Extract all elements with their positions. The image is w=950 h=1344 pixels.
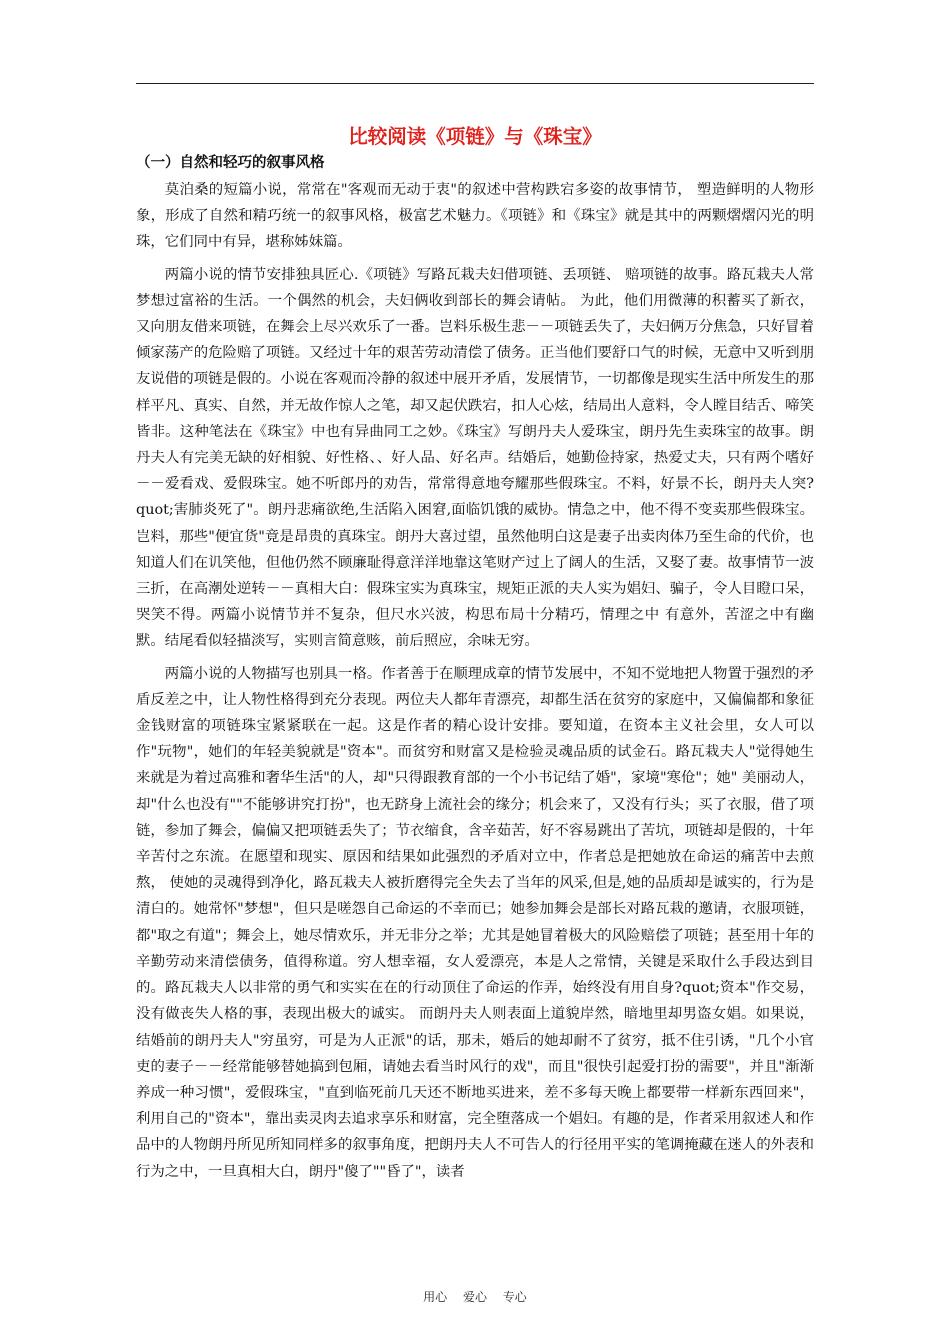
- document-body: [136, 122, 814, 1191]
- paragraph-3: 两篇小说的人物描写也别具一格。作者善于在顺理成章的情节发展中，不知不觉地把人物置于强烈的矛盾反差之中，让人物性格得到充分表现。两位夫人都年青漂亮，却都生活在贫穷的家庭中，又偏偏都和象征金钱财富的项链珠宝紧紧联在一起。这是作者的精心设计安排。要知道，在资本主义社会里，女人可以作"玩物"，她们的年轻美貌就是"资本"。而贫穷和财富又是检验灵魂品质的试金石。路瓦栽夫人"觉得她生来就是为着过高雅和奢华生活"的人，却"只得跟教育部的一个小书记结了婚"，家境"寒伧"；她" 美丽动人，却"什么也没有""不能够讲究打扮"，也无跻身上流社会的缘分；机会来了，又没有行头；买了衣服，借了项链，参加了舞会，偏偏又把项链丢失了；节衣缩食，含辛茹苦，好不容易跳出了苦坑，项链却是假的，十年辛苦付之东流。在愿望和现实、原因和结果如此强烈的矛盾对立中，作者总是把她放在命运的痛苦中去煎熬， 使她的灵魂得到净化，路瓦栽夫人被折磨得完全失去了当年的风采,但是,她的品质却是诚实的，行为是清白的。她常怀"梦想"，但只是嗟怨自己命运的不幸而已；她参加舞会是部长对路瓦栽的邀请，衣服项链，都"取之有道"；舞会上，她尽情欢乐，并无非分之举；尤其是她冒着极大的风险赔偿了项链；甚至用十年的辛勤劳动来清偿债务，值得称道。穷人想幸福，女人爱漂亮，本是人之常情，关键是采取什么手段达到目的。路瓦栽夫人以非常的勇气和实实在在的行动顶住了命运的作弄，始终没有用自身?quot;资本"作交易，没有做丧失人格的事，表现出极大的诚实。 而朗丹夫人则表面上道貌岸然，暗地里却男盗女娼。如果说，结婚前的朗丹夫人"穷虽穷，可是为人正派"的话，那未，婚后的她却耐不了贫穷，抵不住引诱，"几个小官吏的妻子－－经常能够替她搞到包厢，请她去看当时风行的戏"，而且"很快引起爱打扮的需要"，并且"渐渐养成一种习惯"，爱假珠宝，"直到临死前几天还不断地买进来，差不多每天晚上都要带一样新东西回来"，利用自己的"资本"，靠出卖灵肉去追求享乐和财富，完全堕落成一个娼妇。有趣的是，作者采用叙述人和作品中的人物朗丹所见所知同样多的叙事角度，把朗丹夫人不可告人的行径用平实的笔调掩藏在迷人的外表和行为之中，一旦真相大白，朗丹"傻了""昏了"，读者: [136, 665, 814, 1180]
- document-title: 比较阅读《项链》与《珠宝》: [348, 125, 602, 148]
- page-footer: 用心 爱心 专心: [423, 1290, 527, 1304]
- paragraph-1: 莫泊桑的短篇小说，常常在"客观而无动于衷"的叙述中营构跌宕多姿的故事情节， 塑造鲜明的人物形象，形成了自然和精巧统一的叙事风格，极富艺术魅力。《项链》和《珠宝》就是其中的两颗熠熠闪光的明珠，它们同中有异，堪称姊妹篇。: [136, 182, 814, 251]
- section-heading: （一）自然和轻巧的叙事风格: [136, 155, 325, 171]
- header-rule: [136, 83, 814, 84]
- paragraph-2: 两篇小说的情节安排独具匠心.《项链》写路瓦栽夫妇借项链、丢项链、 赔项链的故事。路瓦栽夫人常梦想过富裕的生活。一个偶然的机会，夫妇俩收到部长的舞会请帖。 为此，他们用微薄的积蓄买了新衣，又向朋友借来项链，在舞会上尽兴欢乐了一番。岂料乐极生悲－－项链丢失了，夫妇俩万分焦急，只好冒着倾家荡产的危险赔了项链。又经过十年的艰苦劳动清偿了债务。正当他们要舒口气的时候，无意中又听到朋友说借的项链是假的。小说在客观而冷静的叙述中展开矛盾，发展情节，一切都像是现实生活中所发生的那样平凡、真实、自然，并无故作惊人之笔，却又起伏跌宕，扣人心炫，结局出人意料，令人瞠目结舌、啼笑皆非。这种笔法在《珠宝》中也有异曲同工之妙。《珠宝》写朗丹夫人爱珠宝，朗丹先生卖珠宝的故事。朗丹夫人有完美无缺的好相貌、好性格、、好人品、好名声。结婚后，她勤俭持家，热爱丈夫，只有两个嗜好－－爱看戏、爱假珠宝。她不听郎丹的劝告，常常得意地夸耀那些假珠宝。不料，好景不长，朗丹夫人突?quot;害肺炎死了"。朗丹悲痛欲绝,生活陷入困窘,面临饥饿的威协。情急之中，他不得不变卖那些假珠宝。岂料，那些"便宜货"竟是昂贵的真珠宝。朗丹大喜过望，虽然他明白这是妻子出卖肉体乃至生命的代价，也知道人们在讥笑他，但他仍然不顾廉耻得意洋洋地靠这笔财产过上了阔人的生活，又娶了妻。故事情节一波三折，在高潮处逆转－－真相大白：假珠宝实为真珠宝，规矩正派的夫人实为娼妇、骗子，令人目瞪口呆，哭笑不得。两篇小说情节并不复杂，但尺水兴波，构思布局十分精巧，情理之中 有意外，苦涩之中有幽默。结尾看似轻描淡写，实则言简意赅，前后照应，余味无穷。: [136, 266, 814, 650]
